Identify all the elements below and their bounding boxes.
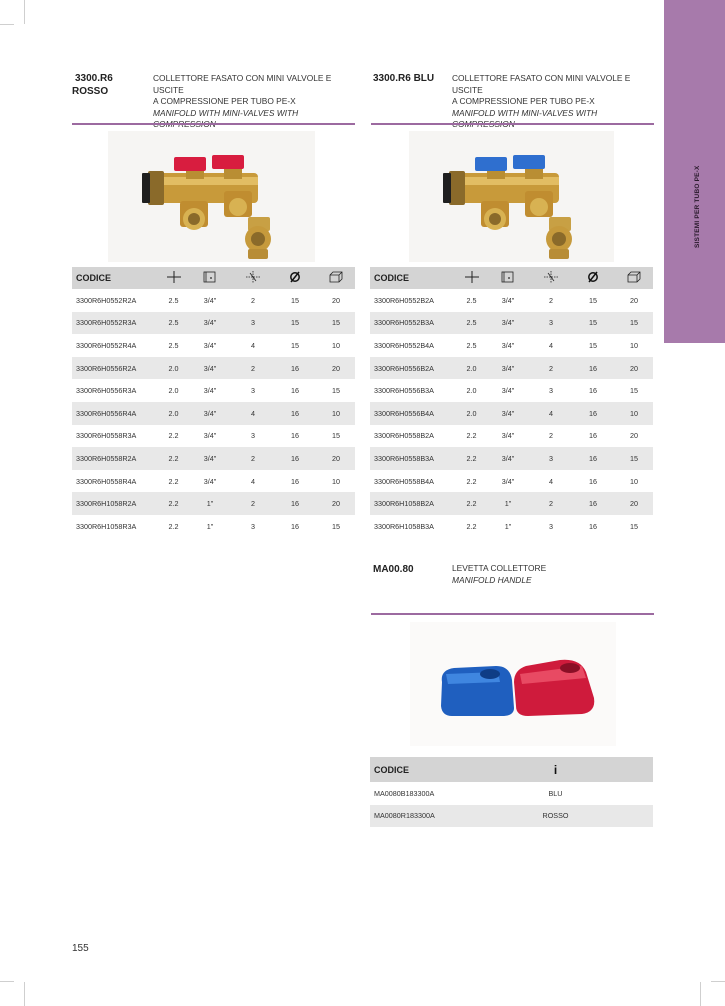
outlets-icon <box>233 267 273 289</box>
codice-header: CODICE <box>72 267 160 289</box>
right-table-body <box>370 289 653 538</box>
diameter-icon <box>571 267 615 289</box>
table-cell: 3/4" <box>485 357 531 380</box>
info-icon: i <box>458 757 653 782</box>
table-cell: 20 <box>317 447 355 470</box>
table-cell: BLU <box>548 788 563 798</box>
table-cell: 4 <box>549 476 553 486</box>
table-cell: 1" <box>485 492 531 515</box>
red-manifold-image <box>108 131 315 262</box>
table-cell: 16 <box>571 357 615 380</box>
product-code-cell: 3300R6H0556B3A <box>374 386 434 396</box>
table-cell: 3/4" <box>501 340 515 350</box>
crop-mark <box>711 981 725 982</box>
product-code-cell: 3300R6H0556B2A <box>370 357 458 380</box>
table-header-row <box>370 757 653 782</box>
table-cell: 20 <box>332 295 340 305</box>
table-cell: 3 <box>531 447 571 470</box>
table-cell: 3/4" <box>203 295 217 305</box>
table-cell: 15 <box>630 521 638 531</box>
table-cell: 2.5 <box>466 340 477 350</box>
handle-desc-it: LEVETTA COLLETTORE <box>452 563 547 573</box>
table-cell: 3/4" <box>187 312 233 335</box>
table-cell: 3/4" <box>187 357 233 380</box>
left-desc-en-1: MANIFOLD WITH MINI-VALVES WITH <box>153 107 299 118</box>
table-cell: 2 <box>233 492 273 515</box>
product-code-cell: 3300R6H1058B3A <box>374 521 434 531</box>
table-cell: 4 <box>233 402 273 425</box>
side-tab <box>664 0 725 343</box>
table-cell: 16 <box>589 431 597 441</box>
crop-mark <box>700 982 701 1006</box>
table-cell: 20 <box>615 492 653 515</box>
table-cell: 15 <box>332 521 340 531</box>
table-cell: 15 <box>589 340 597 350</box>
crop-mark <box>24 0 25 24</box>
table-row <box>370 492 653 515</box>
right-desc-en-1: MANIFOLD WITH MINI-VALVES WITH <box>452 107 598 118</box>
table-cell: 2.2 <box>466 521 477 531</box>
table-cell: 2.0 <box>466 386 477 396</box>
table-cell: 3/4" <box>485 312 531 335</box>
table-cell: 2 <box>549 295 553 305</box>
product-code-cell: 3300R6H0558B2A <box>374 431 434 441</box>
right-spec-table <box>370 267 653 538</box>
table-row <box>370 312 653 335</box>
table-cell: 3/4" <box>501 476 515 486</box>
product-code-cell: MA0080R183300A <box>370 805 458 828</box>
table-cell: 3/4" <box>485 447 531 470</box>
table-cell: 3/4" <box>203 340 217 350</box>
table-cell: 16 <box>571 492 615 515</box>
table-cell: 10 <box>332 340 340 350</box>
product-code-cell: 3300R6H0558B3A <box>370 447 458 470</box>
table-cell: 2.2 <box>168 521 179 531</box>
thread-size-icon <box>485 267 531 289</box>
table-cell: 20 <box>615 357 653 380</box>
table-cell: 15 <box>615 447 653 470</box>
product-code-cell: 3300R6H0552R2A <box>76 295 137 305</box>
table-cell: 15 <box>589 295 597 305</box>
thickness-icon <box>160 267 187 289</box>
table-cell: 3/4" <box>203 431 217 441</box>
table-row <box>72 447 355 470</box>
table-cell: 2.5 <box>458 312 485 335</box>
handle-product-code <box>373 563 414 576</box>
table-cell: 3/4" <box>485 402 531 425</box>
right-code: 3300.R6 BLU <box>373 73 435 84</box>
crop-mark <box>24 982 25 1006</box>
product-code-cell: 3300R6H0556B4A <box>370 402 458 425</box>
table-row <box>72 492 355 515</box>
table-row <box>370 357 653 380</box>
table-row <box>72 402 355 425</box>
table-cell: 15 <box>291 340 299 350</box>
table-cell: 20 <box>630 295 638 305</box>
table-cell: 2.2 <box>168 476 179 486</box>
table-cell: 3/4" <box>501 386 515 396</box>
outlets-icon <box>531 267 571 289</box>
table-cell: 2.0 <box>160 357 187 380</box>
crop-mark <box>0 981 14 982</box>
product-code-cell: 3300R6H0558R3A <box>76 431 137 441</box>
table-cell: 10 <box>630 340 638 350</box>
table-cell: 16 <box>571 402 615 425</box>
table-cell: 10 <box>630 476 638 486</box>
table-cell: 2 <box>251 295 255 305</box>
table-row <box>370 402 653 425</box>
page-number: 155 <box>72 943 89 954</box>
table-cell: 20 <box>630 431 638 441</box>
table-row <box>370 782 653 805</box>
table-cell: 16 <box>273 357 317 380</box>
table-cell: 3 <box>251 521 255 531</box>
handle-spec-table <box>370 757 653 827</box>
product-code-cell: 3300R6H0552B4A <box>374 340 434 350</box>
table-row <box>370 289 653 312</box>
product-code-cell: 3300R6H0552R4A <box>76 340 137 350</box>
handle-product-photo <box>410 622 616 746</box>
left-product-code <box>72 72 113 98</box>
product-code-cell: 3300R6H0552R3A <box>72 312 160 335</box>
table-cell: ROSSO <box>458 805 653 828</box>
left-desc-it-2: A COMPRESSIONE PER TUBO PE-X <box>153 96 296 106</box>
product-code-cell: 3300R6H0556R4A <box>72 402 160 425</box>
product-code-cell: 3300R6H0558B4A <box>374 476 434 486</box>
table-row <box>370 425 653 448</box>
table-cell: 2.5 <box>160 312 187 335</box>
table-cell: 2 <box>233 357 273 380</box>
table-cell: 3 <box>251 386 255 396</box>
table-cell: 15 <box>630 386 638 396</box>
table-cell: 2.2 <box>160 447 187 470</box>
table-cell: 2.0 <box>458 402 485 425</box>
table-cell: 2.2 <box>458 447 485 470</box>
left-variant: ROSSO <box>72 86 109 97</box>
table-cell: 3 <box>549 386 553 396</box>
handle-header-rule <box>371 613 654 615</box>
table-row <box>72 379 355 402</box>
table-cell: 3 <box>549 521 553 531</box>
product-code-cell: 3300R6H1058R3A <box>76 521 137 531</box>
right-desc-it-2: A COMPRESSIONE PER TUBO PE-X <box>452 96 595 106</box>
table-row <box>370 447 653 470</box>
crop-mark <box>0 24 14 25</box>
table-cell: 3/4" <box>187 402 233 425</box>
table-cell: 2 <box>531 357 571 380</box>
table-cell: 3/4" <box>501 431 515 441</box>
table-cell: 15 <box>317 312 355 335</box>
table-cell: 4 <box>531 402 571 425</box>
thickness-icon <box>458 267 485 289</box>
table-cell: 3/4" <box>203 386 217 396</box>
product-code-cell: 3300R6H0552B3A <box>370 312 458 335</box>
table-row <box>370 334 653 357</box>
table-cell: 16 <box>291 431 299 441</box>
table-cell: 2 <box>531 492 571 515</box>
table-cell: 2.2 <box>466 431 477 441</box>
table-row <box>370 470 653 493</box>
table-row <box>370 515 653 538</box>
left-table-body <box>72 289 355 538</box>
table-cell: 20 <box>317 357 355 380</box>
side-tab-label: SISTEMI PER TUBO PE-X <box>694 165 701 248</box>
right-desc-it-1: COLLETTORE FASATO CON MINI VALVOLE E USCITE <box>452 73 631 95</box>
table-cell: 2.0 <box>458 357 485 380</box>
table-cell: 15 <box>332 431 340 441</box>
table-cell: 1" <box>206 521 214 531</box>
table-cell: 16 <box>291 476 299 486</box>
package-icon <box>317 267 355 289</box>
handle-code: MA00.80 <box>373 564 414 575</box>
table-cell: 4 <box>251 476 255 486</box>
table-row <box>72 289 355 312</box>
table-cell: 15 <box>332 386 340 396</box>
table-cell: 10 <box>317 402 355 425</box>
table-row <box>370 805 653 828</box>
table-cell: 1" <box>187 492 233 515</box>
codice-header: CODICE <box>370 267 458 289</box>
table-row <box>72 357 355 380</box>
left-desc-it-1: COLLETTORE FASATO CON MINI VALVOLE E USCITE <box>153 73 332 95</box>
table-cell: 16 <box>571 447 615 470</box>
table-row <box>72 425 355 448</box>
table-cell: 2 <box>233 447 273 470</box>
right-product-code <box>373 72 434 85</box>
table-cell: 2.0 <box>168 386 179 396</box>
left-product-photo <box>108 131 315 262</box>
product-code-cell: MA0080B183300A <box>374 788 435 798</box>
table-cell: 2.5 <box>466 295 477 305</box>
table-cell: 2.2 <box>458 492 485 515</box>
product-code-cell: 3300R6H1058B2A <box>370 492 458 515</box>
table-cell: 16 <box>291 386 299 396</box>
package-icon <box>615 267 653 289</box>
table-cell: 2.2 <box>160 492 187 515</box>
product-code-cell: 3300R6H0556R2A <box>72 357 160 380</box>
thread-size-icon <box>187 267 233 289</box>
table-cell: 4 <box>549 340 553 350</box>
table-cell: 16 <box>589 386 597 396</box>
table-cell: 10 <box>615 402 653 425</box>
table-cell: 20 <box>317 492 355 515</box>
handles-image <box>410 622 616 746</box>
table-cell: 16 <box>273 492 317 515</box>
product-code-cell: 3300R6H1058R2A <box>72 492 160 515</box>
table-cell: 3/4" <box>187 447 233 470</box>
table-cell: 16 <box>273 402 317 425</box>
product-code-cell: 3300R6H0556R3A <box>76 386 137 396</box>
codice-header: CODICE <box>370 757 458 782</box>
product-code-cell: 3300R6H0558R4A <box>76 476 137 486</box>
handle-table-body <box>370 782 653 827</box>
table-cell: 3 <box>531 312 571 335</box>
table-cell: 16 <box>273 447 317 470</box>
table-header-row <box>370 267 653 289</box>
handle-product-description <box>452 563 662 586</box>
table-cell: 3/4" <box>501 295 515 305</box>
table-cell: 15 <box>615 312 653 335</box>
left-spec-table <box>72 267 355 538</box>
table-cell: 15 <box>291 295 299 305</box>
table-cell: 15 <box>571 312 615 335</box>
product-code-cell: 3300R6H0552B2A <box>374 295 434 305</box>
table-cell: 3/4" <box>203 476 217 486</box>
table-row <box>370 379 653 402</box>
table-cell: 2.5 <box>168 295 179 305</box>
table-cell: 3 <box>233 312 273 335</box>
table-row <box>72 515 355 538</box>
table-cell: 2.5 <box>168 340 179 350</box>
handle-desc-en: MANIFOLD HANDLE <box>452 574 532 585</box>
product-code-cell: 3300R6H0558R2A <box>72 447 160 470</box>
table-header-row <box>72 267 355 289</box>
right-product-photo <box>409 131 614 262</box>
table-cell: 10 <box>332 476 340 486</box>
table-cell: 2.0 <box>160 402 187 425</box>
blue-manifold-image <box>409 131 614 262</box>
left-header-rule <box>72 123 355 125</box>
table-row <box>72 312 355 335</box>
table-cell: 15 <box>273 312 317 335</box>
table-row <box>72 470 355 493</box>
table-cell: 1" <box>504 521 512 531</box>
table-cell: 16 <box>589 521 597 531</box>
table-cell: 4 <box>251 340 255 350</box>
table-cell: 3 <box>251 431 255 441</box>
right-header-rule <box>371 123 654 125</box>
table-cell: 16 <box>291 521 299 531</box>
table-cell: 16 <box>589 476 597 486</box>
diameter-icon <box>273 267 317 289</box>
left-code: 3300.R6 <box>75 73 113 84</box>
table-row <box>72 334 355 357</box>
table-cell: 2 <box>549 431 553 441</box>
table-cell: 2.2 <box>168 431 179 441</box>
table-cell: 2.2 <box>466 476 477 486</box>
